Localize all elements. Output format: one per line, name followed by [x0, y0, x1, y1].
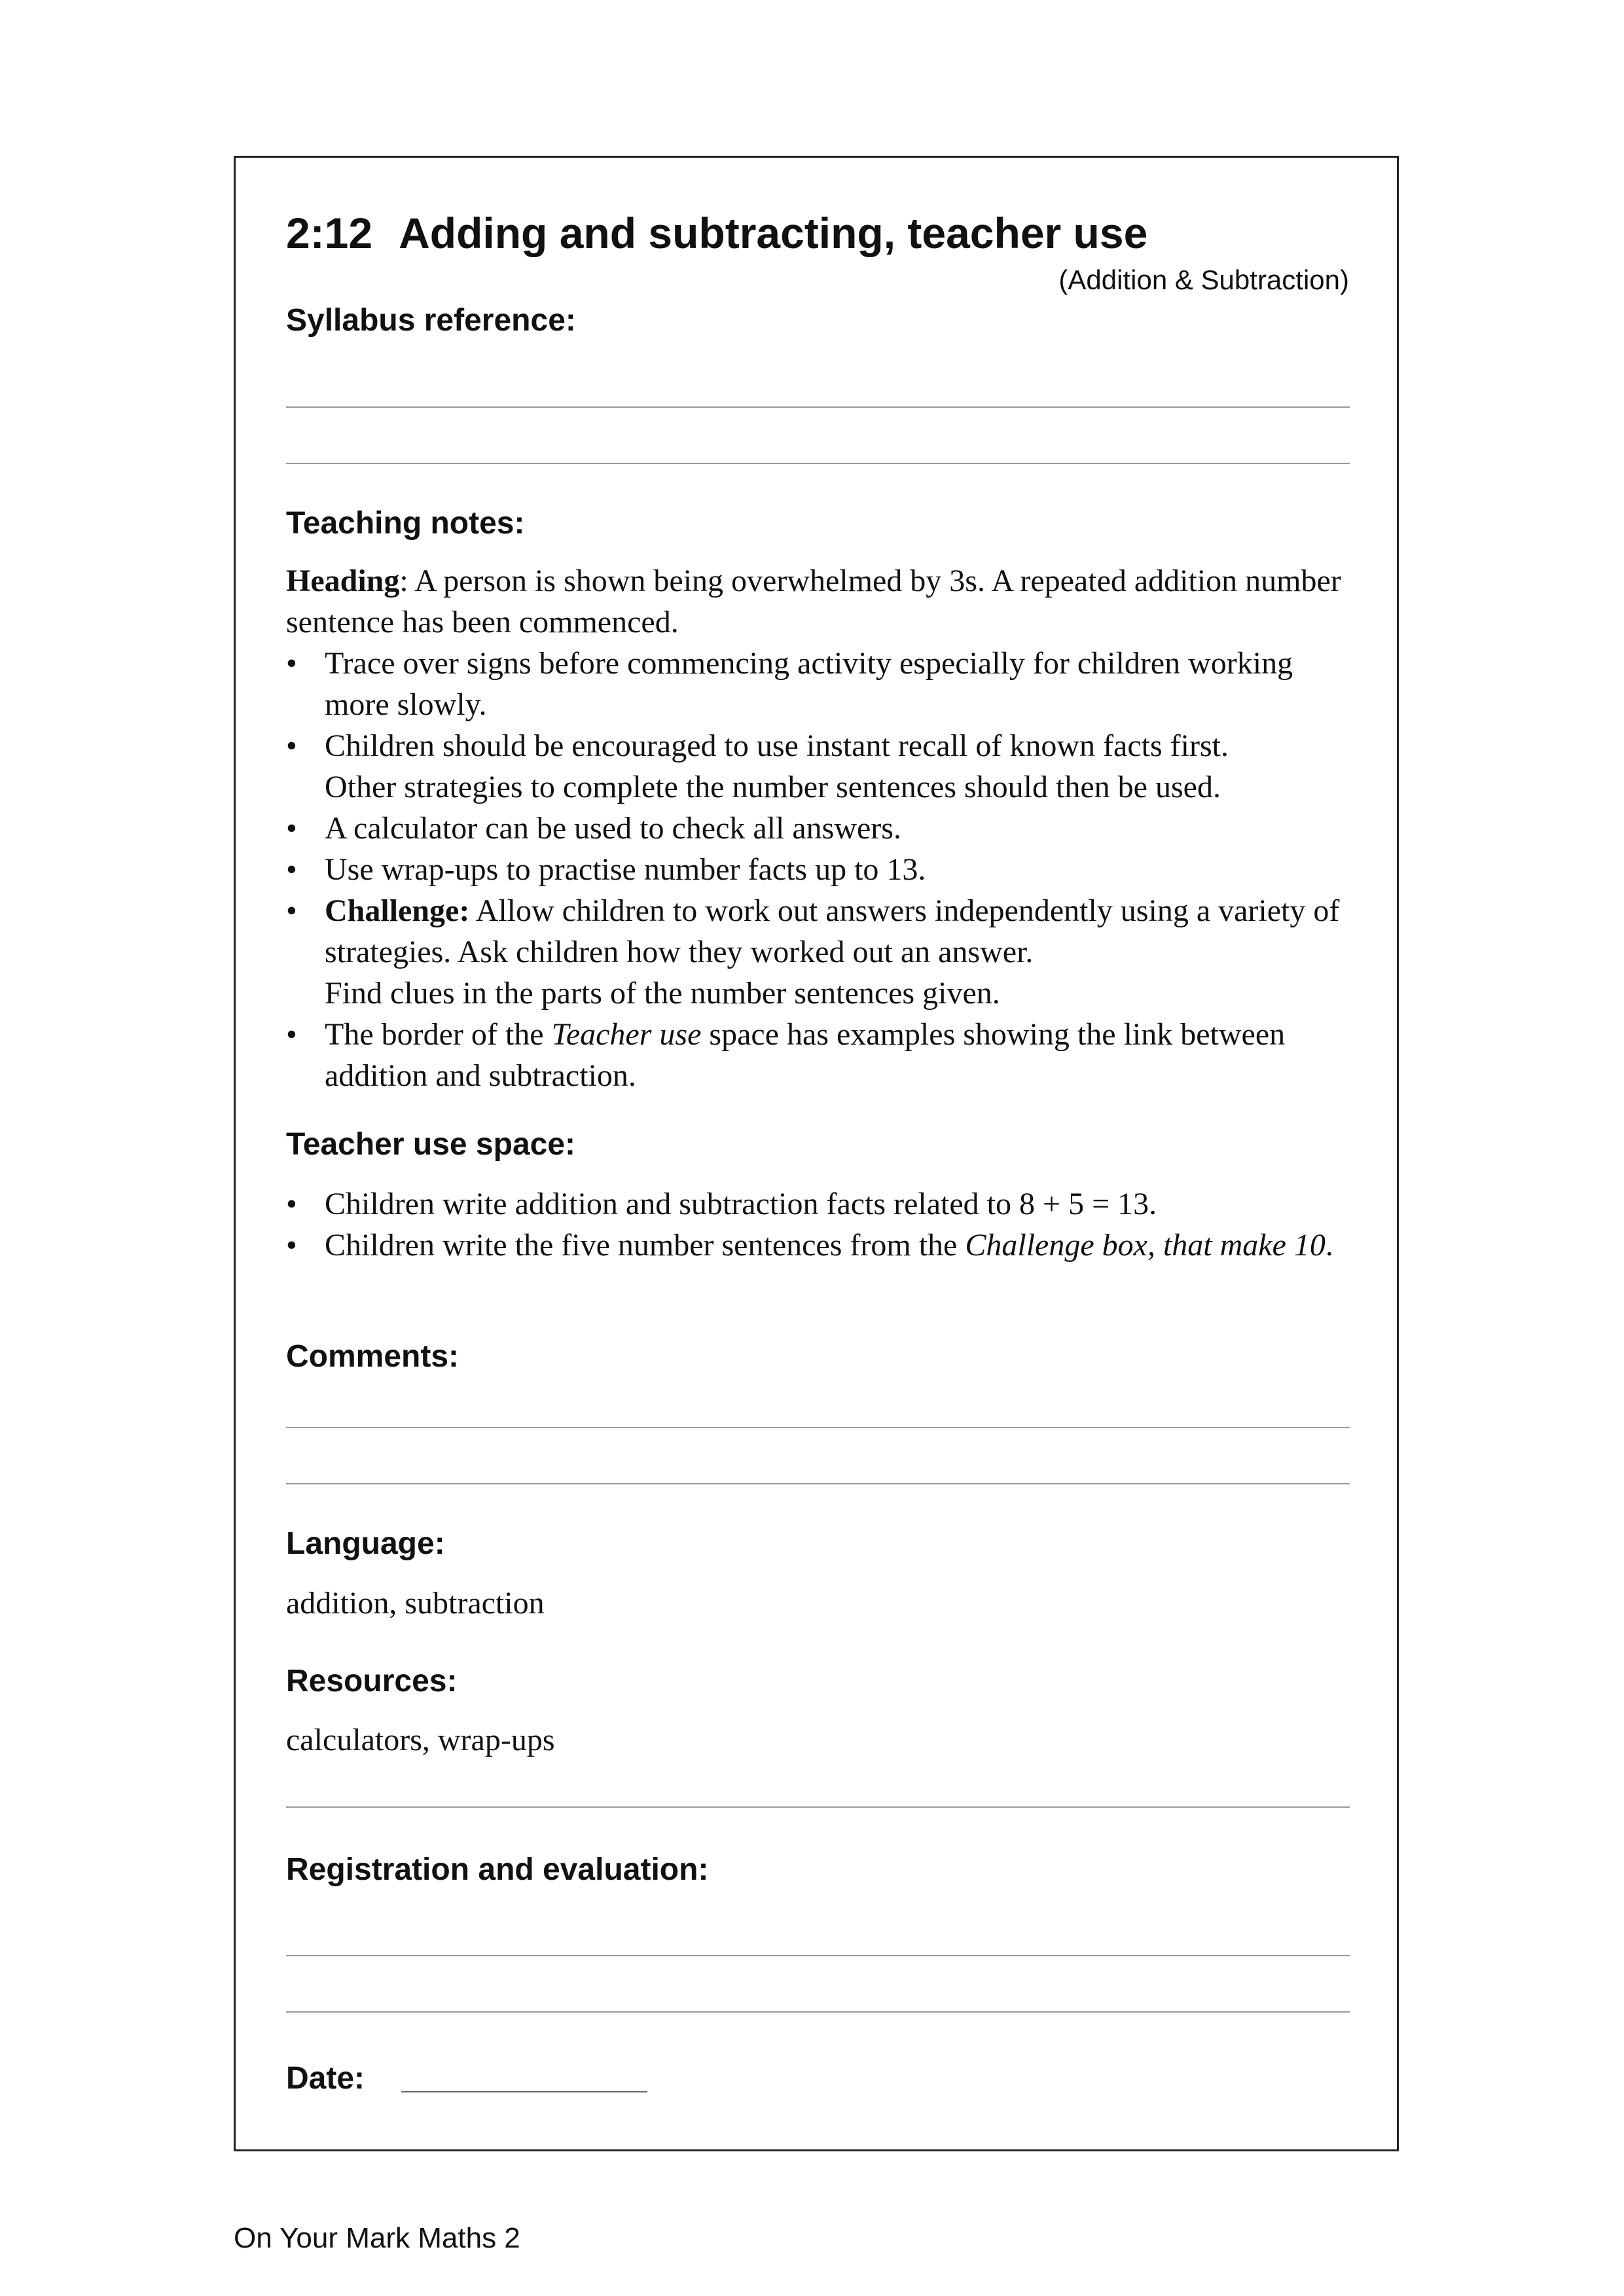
resources-heading: Resources: — [286, 1664, 458, 1698]
challenge-label: Challenge: — [325, 893, 470, 928]
list-item — [286, 1014, 1350, 1096]
registration-line-1[interactable] — [286, 1955, 1350, 1956]
topic-subtitle: (Addition & Subtraction) — [1058, 264, 1349, 295]
list-item-text: Children write addition and subtraction facts related to 8 + 5 = 13. — [325, 1187, 1157, 1221]
list-item — [286, 1183, 1350, 1225]
date-field-line[interactable] — [401, 2091, 647, 2092]
teacher-use-list — [286, 1183, 1350, 1266]
list-item-text: Trace over signs before commencing activity especially for children working more slowly. — [325, 646, 1293, 722]
list-item-italic: Teacher use — [551, 1017, 702, 1052]
footer-text: On Your Mark Maths 2 — [234, 2222, 520, 2254]
list-item-text: Other strategies to complete the number sentences should then be used. — [325, 770, 1221, 804]
comments-heading: Comments: — [286, 1339, 460, 1374]
registration-line-2[interactable] — [286, 2011, 1350, 2013]
list-item-text: space has examples showing the link between addition and subtraction. — [325, 1017, 1286, 1093]
list-item-text: A calculator can be used to check all answers. — [325, 811, 901, 846]
comments-line-2[interactable] — [286, 1483, 1350, 1484]
language-text: addition, subtraction — [286, 1586, 545, 1621]
resources-text: calculators, wrap-ups — [286, 1723, 555, 1757]
sheet-number: 2:12 — [286, 209, 373, 257]
sheet-title: Adding and subtracting, teacher use — [399, 209, 1148, 257]
list-item-text: . — [1325, 1228, 1333, 1263]
teaching-notes-heading: Teaching notes: — [286, 506, 525, 541]
list-item — [286, 849, 1350, 890]
registration-heading: Registration and evaluation: — [286, 1852, 709, 1887]
language-heading: Language: — [286, 1526, 445, 1561]
list-item — [286, 890, 1350, 1014]
date-label: Date: — [286, 2061, 365, 2096]
list-item-text: Children write the five number sentences from the — [325, 1228, 965, 1263]
list-item-text: Use wrap-ups to practise number facts up to 13. — [325, 852, 926, 887]
list-item-text: The border of the — [325, 1017, 552, 1052]
list-item — [286, 643, 1350, 725]
list-item — [286, 1225, 1350, 1266]
list-item-italic: Challenge box, that make 10 — [965, 1228, 1326, 1263]
page-title — [286, 208, 1147, 258]
resources-line[interactable] — [286, 1806, 1350, 1808]
list-item-text: Allow children to work out answers independently using a variety of strategies. Ask children how they worked out an answer. — [325, 893, 1340, 969]
heading-note — [286, 560, 1350, 643]
comments-line-1[interactable] — [286, 1427, 1350, 1428]
heading-note-label: Heading — [286, 564, 400, 598]
list-item-text: Find clues in the parts of the number sentences given. — [325, 976, 1000, 1011]
list-item-text: Children should be encouraged to use instant recall of known facts first. — [325, 728, 1229, 763]
syllabus-line-1[interactable] — [286, 406, 1350, 408]
syllabus-heading: Syllabus reference: — [286, 303, 576, 338]
syllabus-line-2[interactable] — [286, 463, 1350, 464]
list-item — [286, 808, 1350, 849]
teacher-use-heading: Teacher use space: — [286, 1127, 576, 1162]
list-item — [286, 725, 1350, 808]
heading-note-text: : A person is shown being overwhelmed by 3s. A repeated addition number sentence has been commenced. — [286, 564, 1341, 639]
teaching-notes-list — [286, 643, 1350, 1096]
